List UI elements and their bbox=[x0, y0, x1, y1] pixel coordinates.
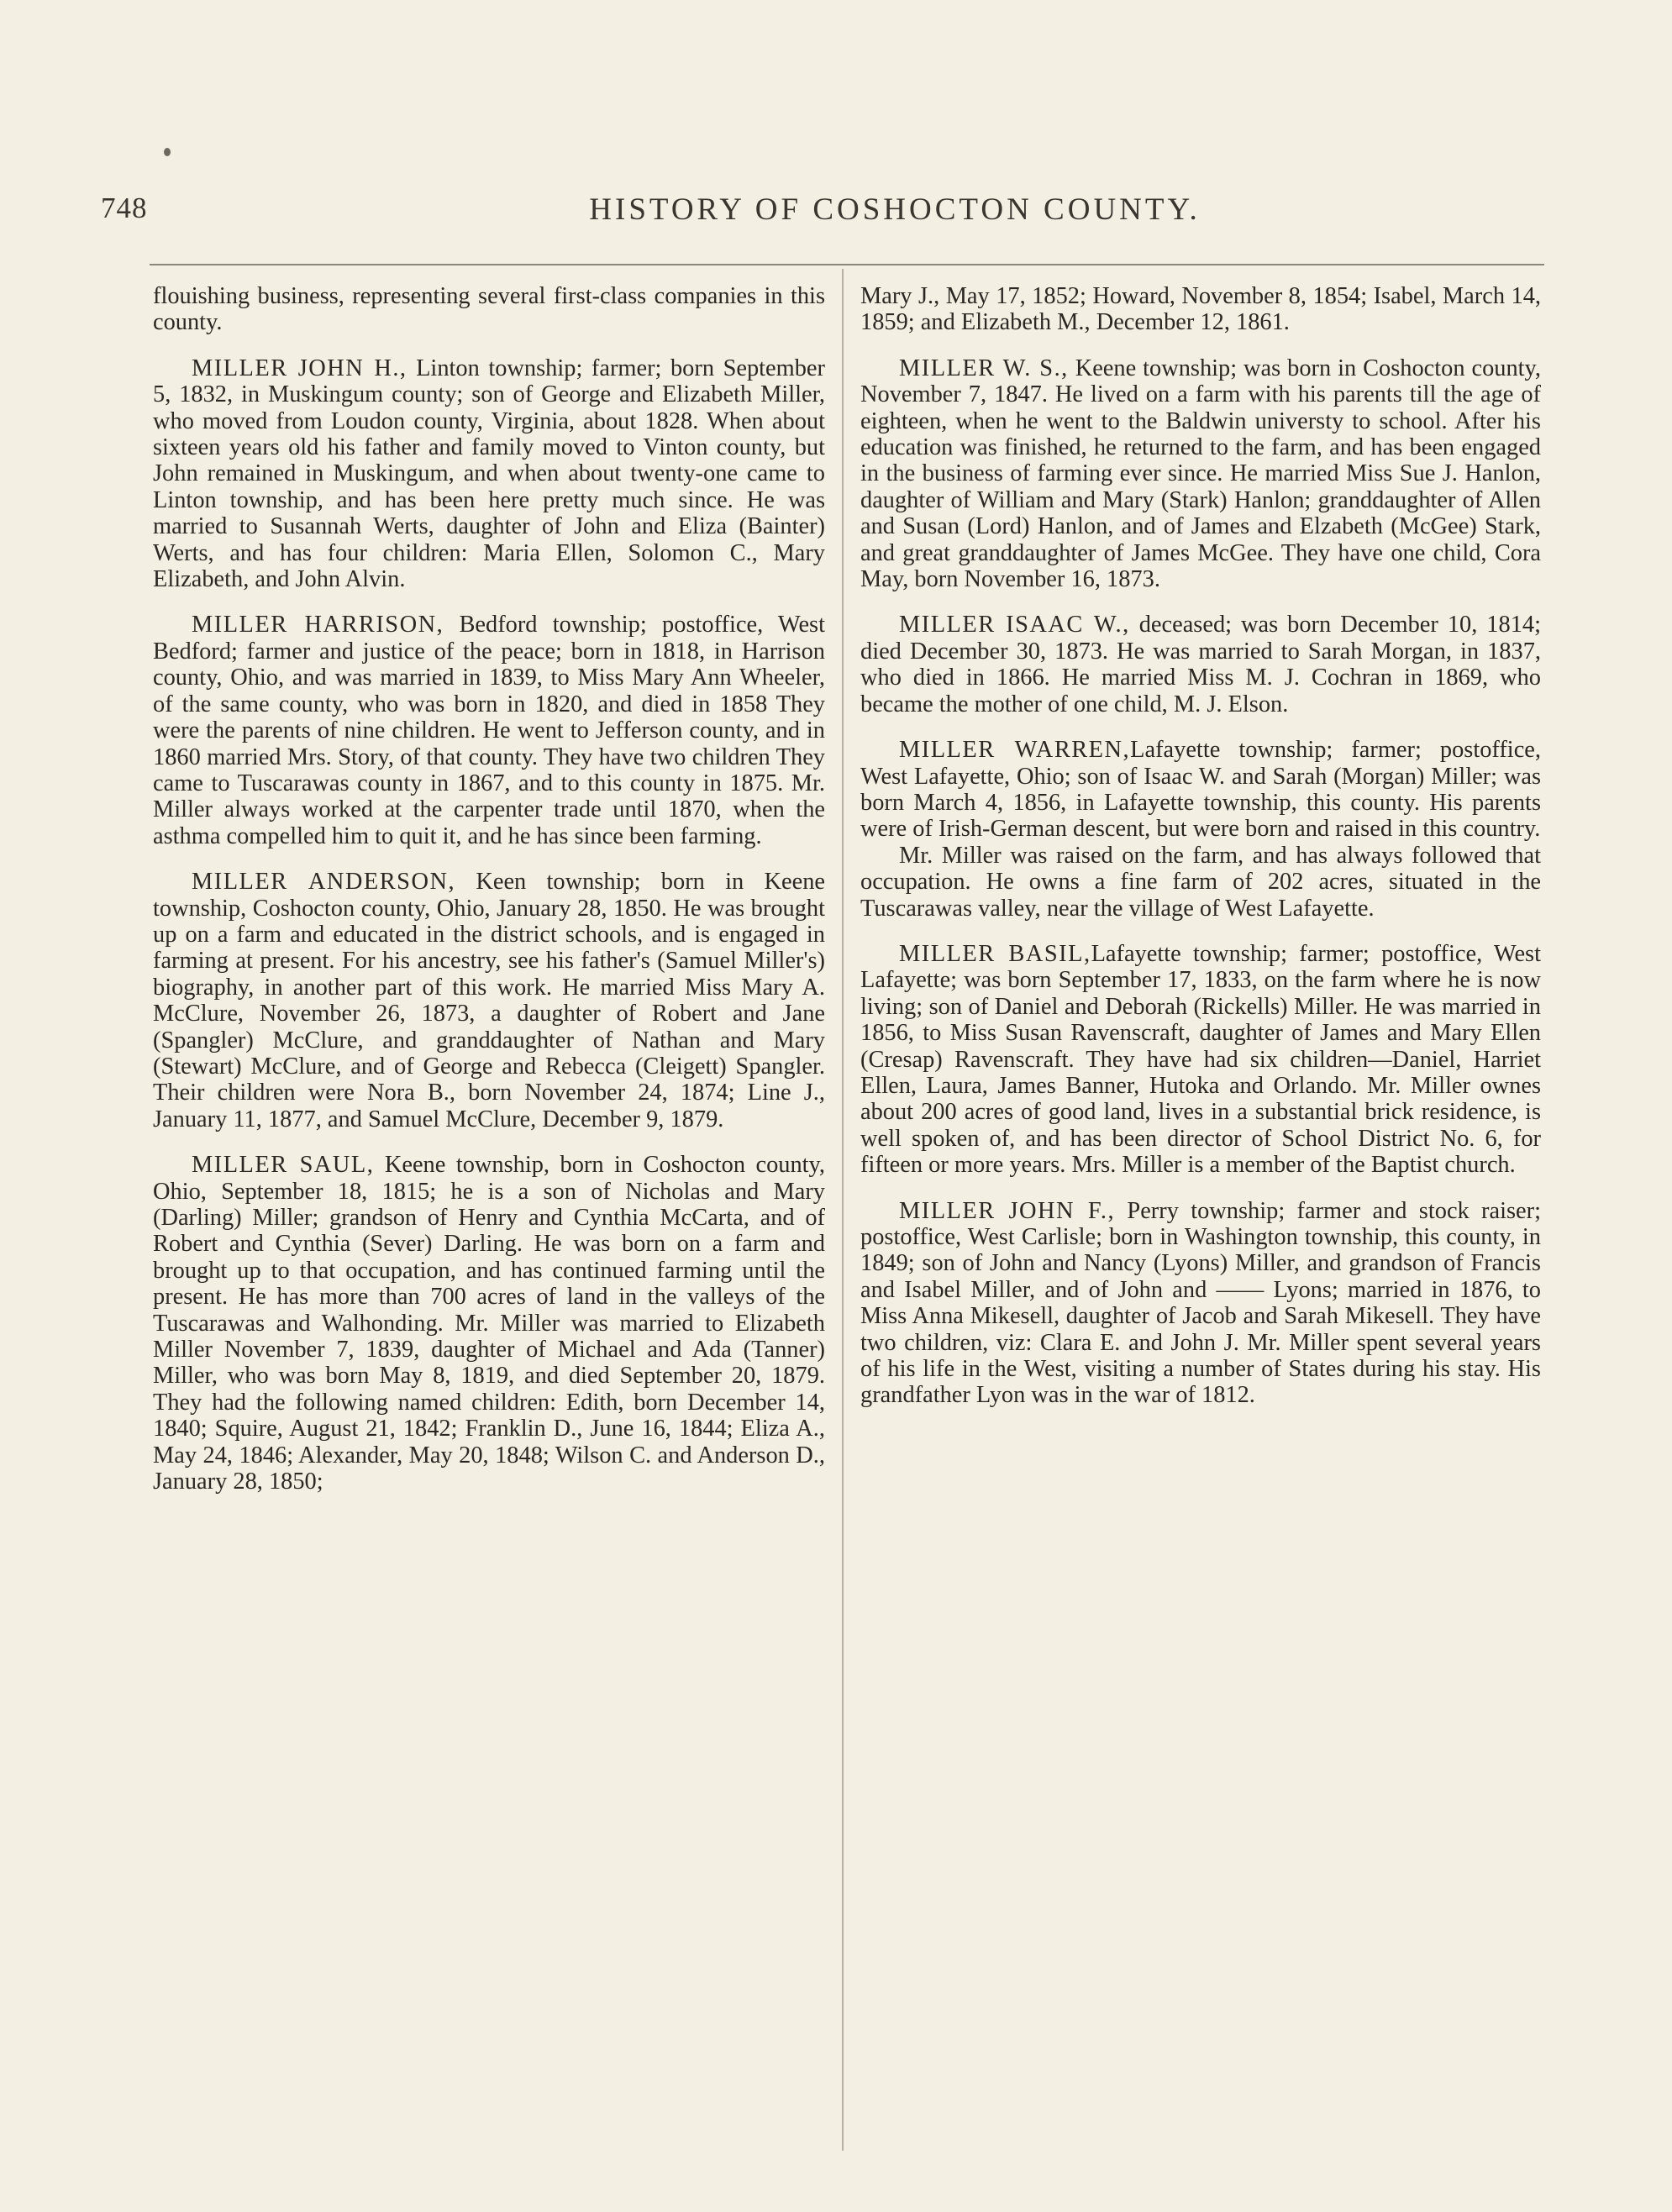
entry-heading: MILLER ISAAC W., bbox=[899, 612, 1130, 638]
right-column bbox=[860, 283, 1541, 1409]
entry-heading: MILLER HARRISON, bbox=[192, 612, 444, 638]
entry-text: Bedford township; postoffice, West Bedford; farmer and justice of the peace; born in 1818, in Harrison county, Ohio, and was married in 1839, to Miss Mary Ann Wheeler, of the same county, who was born in 1820, and died in 1858 They were the parents of nine children. He went to Jefferson county, and in 1860 married Mrs. Story, of that county. They have two children They came to Tuscarawas county in 1867, and to this county in 1875. Mr. Miller always worked at the carpenter trade until 1870, when the asthma compelled him to quit it, and he has since been farming. bbox=[153, 612, 825, 849]
entry-text: Keene township; was born in Coshocton county, November 7, 1847. He lived on a farm with his parents till the age of eighteen, when he went to the Baldwin universty to school. After his education was finished, he returned to the farm, and has been engaged in the business of farming ever since. He married Miss Sue J. Hanlon, daughter of William and Mary (Stark) Hanlon; granddaughter of Allen and Susan (Lord) Hanlon, and of James and Elzabeth (McGee) Stark, and great granddaughter of James McGee. They have one child, Cora May, born November 16, 1873. bbox=[860, 355, 1541, 593]
left-column bbox=[153, 283, 825, 1495]
page-header bbox=[101, 192, 1563, 234]
entry-heading: MILLER JOHN F., bbox=[899, 1197, 1116, 1224]
entry-heading: MILLER BASIL, bbox=[899, 940, 1091, 967]
page-number: 748 bbox=[101, 192, 148, 224]
running-title: HISTORY OF COSHOCTON COUNTY. bbox=[589, 192, 1201, 227]
entry-text: Lafayette township; farmer; postoffice, West Lafayette, Ohio; son of Isaac W. and Sarah (Morgan) Miller; was born March 4, 1856, in Lafayette township, this county. His parents were of Irish-German descent, but were born and raised in this country. bbox=[860, 737, 1541, 843]
entry-text: Lafayette township; farmer; postoffice, West Lafayette; was born September 17, 1833, on the farm where he is now living; son of Daniel and Deborah (Rickells) Miller. He was married in 1856, to Miss Susan Ravenscraft, daughter of James and Mary Ellen (Cresap) Ravenscraft. They have had six children—Daniel, Harriet Ellen, Laura, James Banner, Hutoka and Orlando. Mr. Miller ownes about 200 acres of good land, lives in a substantial brick residence, is well spoken of, and has been director of School District No. 6, for fifteen or more years. Mrs. Miller is a member of the Baptist church. bbox=[860, 940, 1541, 1179]
entry-text: Perry township; farmer and stock raiser; postoffice, West Carlisle; born in Washington township, this county, in 1849; son of John and Nancy (Lyons) Miller, and grandson of Francis and Isabel Miller, and of John and —— Lyons; married in 1876, to Miss Anna Mikesell, daughter of Jacob and Sarah Mikesell. They have two children, viz: Clara E. and John J. Mr. Miller spent several years of his life in the West, visiting a number of States during his stay. His grandfather Lyon was in the war of 1812. bbox=[860, 1197, 1541, 1409]
biography-entry bbox=[153, 1152, 825, 1495]
biography-entry bbox=[860, 941, 1541, 1179]
biography-entry bbox=[860, 355, 1541, 593]
entry-heading: MILLER JOHN H., bbox=[192, 355, 407, 381]
biography-entry bbox=[860, 612, 1541, 717]
entry-heading: MILLER W. S., bbox=[899, 355, 1069, 381]
entry-heading: MILLER ANDERSON, bbox=[192, 869, 456, 896]
entry-text: Keen township; born in Keene township, Coshocton county, Ohio, January 28, 1850. He was brought up on a farm and educated in the district schools, and is engaged in farming at present. For his ancestry, see his father's (Samuel Miller's) biography, in another part of this work. He married Miss Mary A. McClure, November 26, 1873, a daughter of Robert and Jane (Spangler) McClure, and granddaughter of Nathan and Mary (Stewart) McClure, and of George and Rebecca (Cleigett) Spangler. Their children were Nora B., born November 24, 1874; Line J., January 11, 1877, and Samuel McClure, December 9, 1879. bbox=[153, 869, 825, 1132]
paragraph-continuation: Mary J., May 17, 1852; Howard, November 8, 1854; Isabel, March 14, 1859; and Elizabeth M., December 12, 1861. bbox=[860, 283, 1541, 336]
entry-text: Keene township, born in Coshocton county, Ohio, September 18, 1815; he is a son of Nicholas and Mary (Darling) Miller; grandson of Henry and Cynthia McCarta, and of Robert and Cynthia (Sever) Darling. He was born on a farm and brought up to that occupation, and has continued farming until the present. He has more than 700 acres of land in the valleys of the Tuscarawas and Walhonding. Mr. Miller was married to Elizabeth Miller November 7, 1839, daughter of Michael and Ada (Tanner) Miller, who was born May 8, 1819, and died September 20, 1879. They had the following named children: Edith, born December 14, 1840; Squire, August 21, 1842; Franklin D., June 16, 1844; Eliza A., May 24, 1846; Alexander, May 20, 1848; Wilson C. and Anderson D., January 28, 1850; bbox=[153, 1152, 826, 1495]
header-rule bbox=[150, 264, 1544, 265]
biography-entry bbox=[153, 869, 825, 1132]
paragraph-continuation: flouishing business, representing several first-class companies in this county. bbox=[153, 283, 825, 336]
entry-heading: MILLER WARREN, bbox=[899, 737, 1131, 764]
entry-text: deceased; was born December 10, 1814; died December 30, 1873. He was married to Sarah Morgan, in 1837, who died in 1866. He married Miss M. J. Cochran in 1869, who became the mother of one child, M. J. Elson. bbox=[860, 612, 1541, 717]
biography-entry bbox=[153, 355, 825, 593]
entry-text: Linton township; farmer; born September 5, 1832, in Muskingum county; son of George and Elizabeth Miller, who moved from Loudon county, Virginia, about 1828. When about sixteen years old his father and family moved to Vinton county, but John remained in Muskingum, and when about twenty-one came to Linton township, and has been here pretty much since. He was married to Susannah Werts, daughter of John and Eliza (Bainter) Werts, and has four children: Maria Ellen, Solomon C., Mary Elizabeth, and John Alvin. bbox=[153, 355, 825, 593]
biography-entry bbox=[860, 737, 1541, 843]
biography-subparagraph: Mr. Miller was raised on the farm, and has always followed that occupation. He owns a fine farm of 202 acres, situated in the Tuscarawas valley, near the village of West Lafayette. bbox=[860, 842, 1541, 922]
biography-entry bbox=[153, 612, 825, 849]
entry-heading: MILLER SAUL, bbox=[192, 1152, 375, 1179]
column-divider bbox=[842, 269, 844, 2151]
ink-spot bbox=[164, 148, 171, 156]
biography-entry bbox=[860, 1198, 1541, 1409]
